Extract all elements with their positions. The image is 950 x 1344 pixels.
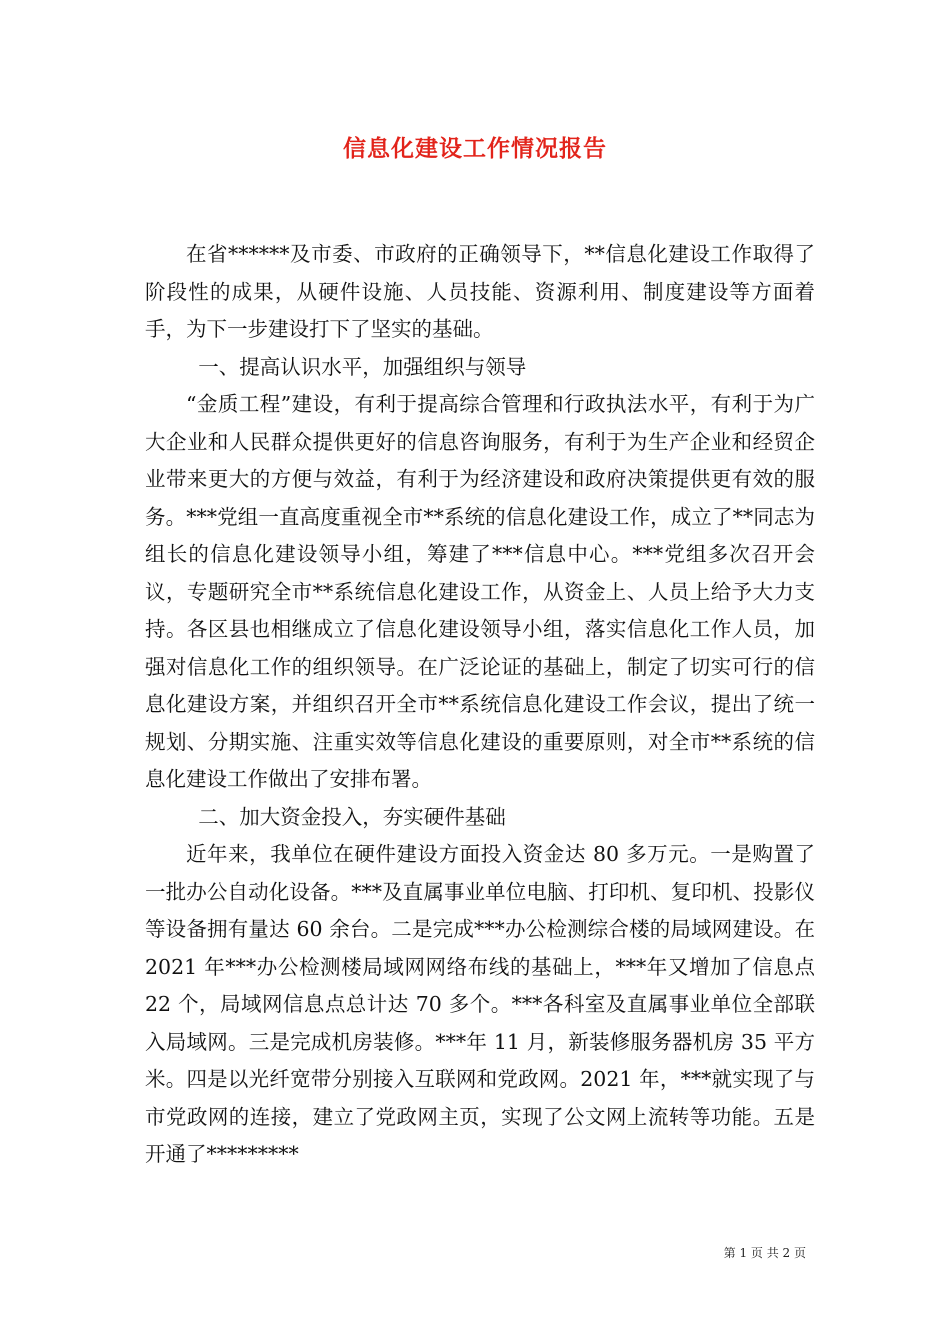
section-heading-2: 二、加大资金投入，夯实硬件基础 [198, 804, 506, 829]
section-heading-1: 一、提高认识水平，加强组织与领导 [198, 354, 527, 379]
paragraph-section-2: 近年来，我单位在硬件建设方面投入资金达 80 多万元。一是购置了一批办公自动化设备。***及直属事业单位电脑、打印机、复印机、投影仪等设备拥有量达 60 余台。二是完成***办公检测综合楼的局域网建设。在 2021 年***办公检测楼局域网网络布线的基础上，***年又增加了信息点 22 个，局域网信息点总计达 70 多个。***各科室及直属事业单位全部联入局域网。三是完成机房装修。***年 11 月，新装修服务器机房 35 平方米。四是以光纤宽带分别接入互联网和党政网。2021 年，***就实现了与市党政网的连接，建立了党政网主页，实现了公文网上流转等功能。五是开通了********* [145, 842, 815, 1166]
document-title: 信息化建设工作情况报告 [343, 135, 607, 162]
paragraph-section-1: “金质工程”建设，有利于提高综合管理和行政执法水平，有利于为广大企业和人民群众提供更好的信息咨询服务，有利于为生产企业和经贸企业带来更大的方便与效益，有利于为经济建设和政府决策提供更有效的服务。***党组一直高度重视全市**系统的信息化建设工作，成立了**同志为组长的信息化建设领导小组，筹建了***信息中心。***党组多次召开会议，专题研究全市**系统信息化建设工作，从资金上、人员上给予大力支持。各区县也相继成立了信息化建设领导小组，落实信息化工作人员，加强对信息化工作的组织领导。在广泛论证的基础上，制定了切实可行的信息化建设方案，并组织召开全市**系统信息化建设工作会议，提出了统一规划、分期实施、注重实效等信息化建设的重要原则，对全市**系统的信息化建设工作做出了安排布署。 [145, 392, 815, 791]
document-body [145, 236, 815, 1174]
paragraph-intro: 在省******及市委、市政府的正确领导下，**信息化建设工作取得了阶段性的成果，从硬件设施、人员技能、资源利用、制度建设等方面着手，为下一步建设打下了坚实的基础。 [145, 242, 815, 341]
page-number-footer: 第 1 页 共 2 页 [723, 1246, 806, 1260]
